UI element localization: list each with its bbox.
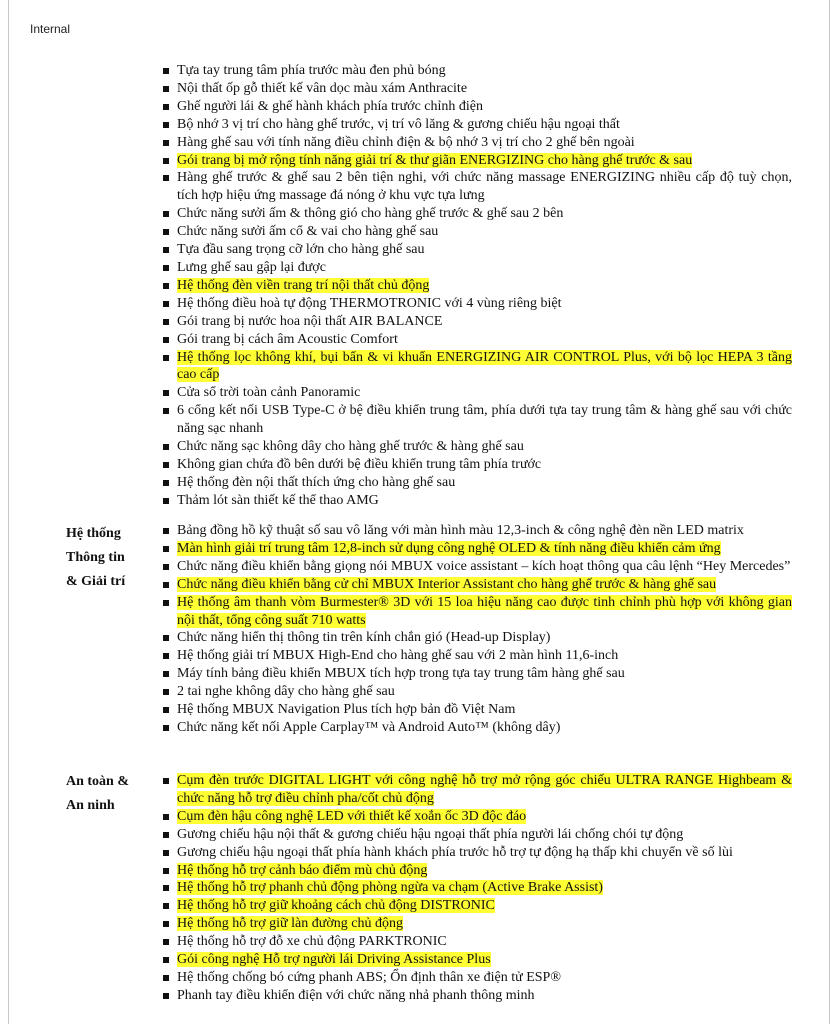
feature-text: Gói trang bị cách âm Acoustic Comfort: [177, 331, 398, 347]
feature-item: [162, 152, 792, 170]
feature-item: [162, 205, 792, 223]
feature-text: Gương chiếu hậu ngoại thất phía hành khách phía trước hỗ trợ tự động hạ thấp khi chuyển về số lùi: [177, 844, 733, 860]
feature-text: 2 tai nghe không dây cho hàng ghế sau: [177, 684, 395, 700]
feature-item: [162, 259, 792, 277]
feature-item: [162, 474, 792, 492]
feature-item: [162, 116, 792, 134]
feature-text: Ghế người lái & ghế hành khách phía trước chỉnh điện: [177, 98, 484, 114]
feature-text: Tựa đầu sang trọng cỡ lớn cho hàng ghế sau: [177, 242, 425, 258]
feature-text: Chức năng điều khiển bằng giọng nói MBUX voice assistant – kích hoạt thông qua câu lệnh “Hey Mercedes”: [177, 558, 791, 574]
feature-item: [162, 62, 792, 80]
feature-item: [162, 313, 792, 331]
feature-item: [162, 683, 792, 701]
feature-text: Hệ thống hỗ trợ đỗ xe chủ động PARKTRONIC: [177, 934, 447, 950]
feature-item: [162, 522, 792, 540]
feature-text: Hệ thống đèn nội thất thích ứng cho hàng ghế sau: [177, 474, 456, 490]
feature-text-highlighted: Hệ thống hỗ trợ cảnh báo điểm mù chủ động: [177, 862, 428, 878]
section-title-line: Thông tin: [66, 550, 125, 565]
feature-item: [162, 349, 792, 385]
feature-item: [162, 223, 792, 241]
feature-text: Chức năng kết nối Apple Carplay™ và Android Auto™ (không dây): [177, 719, 561, 735]
feature-text: Hệ thống MBUX Navigation Plus tích hợp bản đồ Việt Nam: [177, 702, 516, 718]
feature-item: [162, 540, 792, 558]
feature-item: [162, 134, 792, 152]
feature-item: [162, 897, 792, 915]
feature-item: [162, 772, 792, 808]
feature-item: [162, 808, 792, 826]
feature-item: [162, 169, 792, 205]
feature-text-highlighted: Hệ thống lọc không khí, bụi bẩn & vi khuẩn ENERGIZING AIR CONTROL Plus, với bộ lọc HEPA 3 tầng cao cấp: [177, 349, 792, 383]
feature-item: [162, 241, 792, 259]
feature-text: Chức năng sạc không dây cho hàng ghế trước & hàng ghế sau: [177, 439, 524, 455]
header-label: Internal: [30, 22, 71, 36]
feature-item: [162, 594, 792, 630]
feature-text-highlighted: Hệ thống hỗ trợ phanh chủ động phòng ngừa va chạm (Active Brake Assist): [177, 880, 603, 896]
feature-text: Hàng ghế sau với tính năng điều chỉnh điện & bộ nhớ 3 vị trí cho 2 ghế bên ngoài: [177, 134, 635, 150]
feature-text: Hệ thống giải trí MBUX High-End cho hàng ghế sau với 2 màn hình 11,6-inch: [177, 648, 619, 664]
feature-item: [162, 826, 792, 844]
feature-item: [162, 719, 792, 737]
feature-text: Cửa sổ trời toàn cảnh Panoramic: [177, 385, 361, 401]
feature-item: [162, 915, 792, 933]
feature-text-highlighted: Gói trang bị mở rộng tính năng giải trí & thư giãn ENERGIZING cho hàng ghế trước & sau: [177, 152, 693, 168]
feature-text-highlighted: Hệ thống hỗ trợ giữ làn đường chủ động: [177, 916, 403, 932]
feature-text-highlighted: Màn hình giải trí trung tâm 12,8-inch sử dụng công nghệ OLED & tính năng điều khiển cảm ứng: [177, 540, 721, 556]
feature-text: Lưng ghế sau gập lại được: [177, 259, 326, 275]
feature-text: Chức năng sưởi ấm cổ & vai cho hàng ghế sau: [177, 224, 439, 240]
feature-item: [162, 665, 792, 683]
feature-item: [162, 456, 792, 474]
feature-item: [162, 558, 792, 576]
feature-text: Gói trang bị nước hoa nội thất AIR BALANCE: [177, 313, 443, 329]
feature-item: [162, 277, 792, 295]
feature-text: 6 cổng kết nối USB Type-C ở bệ điều khiển trung tâm, phía dưới tựa tay trung tâm & hàng ghế sau với chức năng sạc nhanh: [177, 403, 792, 437]
feature-text-highlighted: Hệ thống đèn viền trang trí nội thất chủ động: [177, 277, 430, 293]
feature-text: Nội thất ốp gỗ thiết kế vân dọc màu xám Anthracite: [177, 80, 468, 96]
feature-item: [162, 951, 792, 969]
safety-feature-list: [162, 772, 792, 1005]
feature-item: [162, 629, 792, 647]
feature-item: [162, 862, 792, 880]
feature-text-highlighted: Cụm đèn trước DIGITAL LIGHT với công nghệ hỗ trợ mở rộng góc chiếu ULTRA RANGE Highbeam & chức năng hỗ trợ điều chỉnh pha/cốt chủ động: [177, 773, 792, 806]
feature-text: Chức năng sưởi ấm & thông gió cho hàng ghế trước & ghế sau 2 bên: [177, 206, 564, 222]
feature-text: Hàng ghế trước & ghế sau 2 bên tiện nghi, với chức năng massage ENERGIZING nhiều cấp độ tuỳ chọn, tích hợp hiệu ứng massage đá nóng ở khu vực tựa lưng: [177, 170, 792, 204]
section-title-line: An toàn &: [66, 774, 130, 789]
feature-item: [162, 576, 792, 594]
feature-text-highlighted: Hệ thống âm thanh vòm Burmester® 3D với 15 loa hiệu năng cao được tinh chỉnh phù hợp với không gian nội thất, tổng công suất 710 watts: [177, 594, 792, 628]
section-title-safety: [66, 770, 156, 818]
feature-item: [162, 844, 792, 862]
interior-feature-list: [162, 62, 792, 510]
feature-text: Bảng đồng hồ kỹ thuật số sau vô lăng với màn hình màu 12,3-inch & công nghệ đèn nền LED matrix: [177, 523, 744, 538]
infotainment-feature-list: [162, 522, 792, 737]
feature-item: [162, 80, 792, 98]
feature-text: Hệ thống chống bó cứng phanh ABS; Ổn định thân xe điện tử ESP®: [177, 969, 561, 985]
feature-item: [162, 402, 792, 438]
feature-item: [162, 701, 792, 719]
section-title-line: & Giải trí: [66, 574, 126, 589]
feature-text: Gương chiếu hậu nội thất & gương chiếu hậu ngoại thất phía người lái chống chói tự động: [177, 826, 684, 842]
feature-text-highlighted: Chức năng điều khiển bằng cử chỉ MBUX Interior Assistant cho hàng ghế trước & hàng ghế sau: [177, 576, 717, 592]
feature-item: [162, 295, 792, 313]
feature-text: Bộ nhớ 3 vị trí cho hàng ghế trước, vị trí vô lăng & gương chiếu hậu ngoại thất: [177, 116, 620, 132]
feature-text: Chức năng hiển thị thông tin trên kính chắn gió (Head-up Display): [177, 630, 551, 646]
feature-text: Hệ thống điều hoà tự động THERMOTRONIC với 4 vùng riêng biệt: [177, 295, 562, 311]
feature-text: Phanh tay điều khiển điện với chức năng nhả phanh thông minh: [177, 987, 535, 1003]
section-title-line: An ninh: [66, 798, 115, 813]
feature-item: [162, 933, 792, 951]
section-title-infotainment: [66, 522, 156, 594]
feature-text: Thảm lót sàn thiết kế thể thao AMG: [177, 492, 379, 508]
feature-text: Máy tính bảng điều khiển MBUX tích hợp trong tựa tay trung tâm hàng ghế sau: [177, 666, 625, 682]
feature-item: [162, 98, 792, 116]
feature-text: Tựa tay trung tâm phía trước màu đen phủ bóng: [177, 63, 446, 78]
feature-item: [162, 969, 792, 987]
feature-item: [162, 384, 792, 402]
feature-text: Không gian chứa đồ bên dưới bệ điều khiển trung tâm phía trước: [177, 456, 542, 472]
feature-item: [162, 987, 792, 1005]
feature-item: [162, 492, 792, 510]
feature-item: [162, 879, 792, 897]
section-title-line: Hệ thống: [66, 526, 121, 541]
feature-item: [162, 438, 792, 456]
feature-text-highlighted: Hệ thống hỗ trợ giữ khoảng cách chủ động DISTRONIC: [177, 898, 495, 914]
feature-item: [162, 331, 792, 349]
feature-item: [162, 647, 792, 665]
feature-text-highlighted: Gói công nghệ Hỗ trợ người lái Driving Assistance Plus: [177, 952, 491, 968]
feature-text-highlighted: Cụm đèn hậu công nghệ LED với thiết kế xoắn ốc 3D độc đáo: [177, 808, 527, 824]
